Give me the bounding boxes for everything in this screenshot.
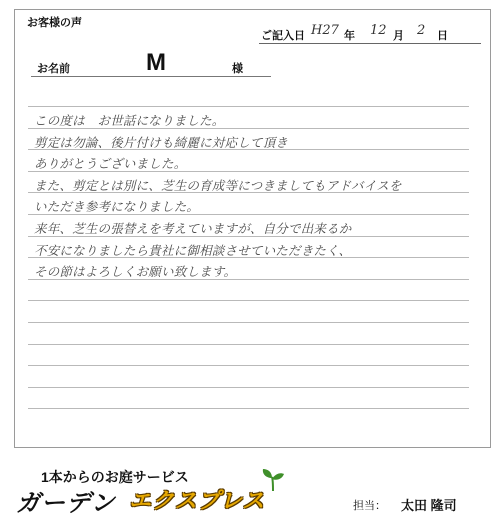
date-year-unit: 年 xyxy=(344,29,355,42)
date-day-unit: 日 xyxy=(437,29,448,42)
staff-name: 太田 隆司 xyxy=(401,498,457,513)
name-underline xyxy=(31,76,271,77)
message-line: 剪定は勿論、後片付けも綺麗に対応して頂き xyxy=(34,134,289,150)
sprout-icon xyxy=(260,468,286,492)
staff-label: 担当： xyxy=(353,500,386,512)
date-month-unit: 月 xyxy=(393,29,404,42)
footer xyxy=(0,448,500,524)
message-line: 不安になりましたら貴社に御相談させていただきたく、 xyxy=(34,242,352,258)
message-line: この度は お世話になりました。 xyxy=(34,113,225,128)
ruled-line xyxy=(28,300,469,301)
date-era-year: H27 xyxy=(311,23,339,38)
message-line: いただき参考になりました。 xyxy=(34,199,200,215)
ruled-line xyxy=(28,344,469,345)
handwritten-message xyxy=(34,110,470,283)
message-line: 来年、芝生の張替えを考えていますが、自分で出来るか xyxy=(34,220,352,236)
customer-name: M xyxy=(146,49,166,76)
message-line: また、剪定とは別に、芝生の育成等につきましてもアドバイスを xyxy=(34,177,402,193)
ruled-line xyxy=(28,106,469,107)
ruled-line xyxy=(28,365,469,366)
date-month: 12 xyxy=(370,23,387,38)
message-line: ありがとうございました。 xyxy=(34,156,187,172)
date-field xyxy=(259,25,481,45)
ruled-line xyxy=(28,387,469,388)
name-honorific: 様 xyxy=(232,62,243,75)
ruled-line xyxy=(28,408,469,409)
date-label: ご記入日 xyxy=(261,29,305,42)
ruled-line xyxy=(28,322,469,323)
form-header-label: お客様の声 xyxy=(27,16,82,29)
brand-name-part2: エクスプレス xyxy=(129,488,266,513)
message-line: その節はよろしくお願い致します。 xyxy=(34,264,237,280)
brand-name-part1: ガーデン xyxy=(16,490,116,517)
date-day: 2 xyxy=(417,23,426,38)
brand-tagline: 1本からのお庭サービス xyxy=(41,469,189,485)
date-underline xyxy=(259,43,481,44)
name-label: お名前 xyxy=(37,62,70,75)
